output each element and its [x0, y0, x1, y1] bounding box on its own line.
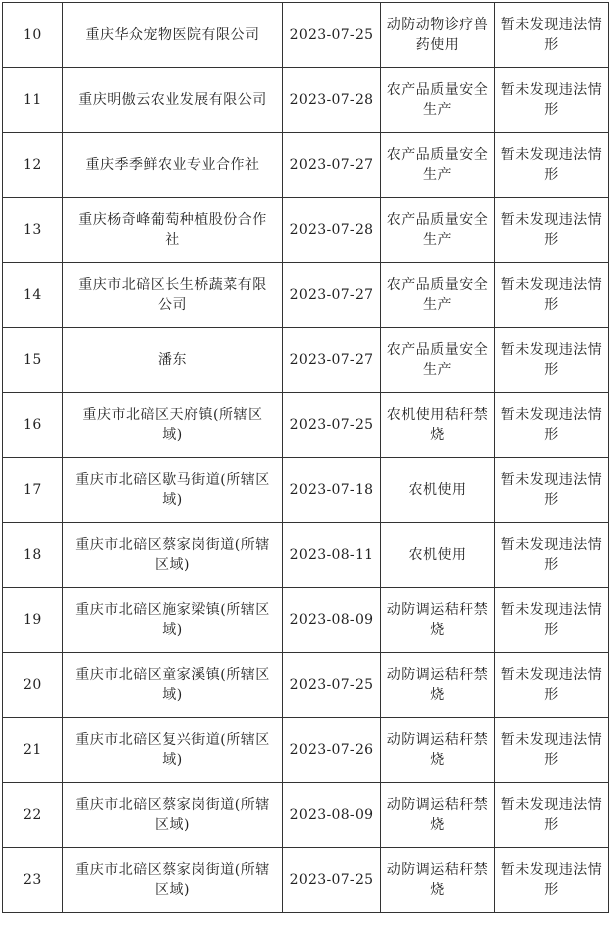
row-number-cell: 13 [3, 198, 63, 263]
table-row [3, 328, 609, 393]
entity-name-cell: 重庆明傲云农业发展有限公司 [63, 68, 283, 133]
inspection-item-cell: 农产品质量安全生产 [381, 198, 495, 263]
inspection-date-cell: 2023-07-25 [283, 653, 381, 718]
table-row [3, 523, 609, 588]
row-number-cell: 12 [3, 133, 63, 198]
inspection-table-body [3, 3, 609, 913]
inspection-item-cell: 农产品质量安全生产 [381, 68, 495, 133]
table-row [3, 783, 609, 848]
inspection-date-cell: 2023-07-27 [283, 328, 381, 393]
inspection-result-cell: 暂未发现违法情形 [495, 3, 609, 68]
row-number-cell: 10 [3, 3, 63, 68]
inspection-result-cell: 暂未发现违法情形 [495, 783, 609, 848]
table-row [3, 588, 609, 653]
inspection-result-cell: 暂未发现违法情形 [495, 588, 609, 653]
inspection-item-cell: 农产品质量安全生产 [381, 133, 495, 198]
inspection-result-cell: 暂未发现违法情形 [495, 848, 609, 913]
inspection-date-cell: 2023-07-27 [283, 263, 381, 328]
inspection-date-cell: 2023-08-09 [283, 588, 381, 653]
inspection-item-cell: 动防动物诊疗兽药使用 [381, 3, 495, 68]
row-number-cell: 14 [3, 263, 63, 328]
inspection-date-cell: 2023-07-25 [283, 848, 381, 913]
table-row [3, 848, 609, 913]
row-number-cell: 17 [3, 458, 63, 523]
inspection-table [2, 2, 609, 913]
entity-name-cell: 重庆华众宠物医院有限公司 [63, 3, 283, 68]
inspection-item-cell: 农产品质量安全生产 [381, 263, 495, 328]
entity-name-cell: 重庆市北碚区童家溪镇(所辖区域) [63, 653, 283, 718]
inspection-result-cell: 暂未发现违法情形 [495, 393, 609, 458]
entity-name-cell: 重庆市北碚区歇马街道(所辖区域) [63, 458, 283, 523]
inspection-date-cell: 2023-07-28 [283, 198, 381, 263]
inspection-date-cell: 2023-07-18 [283, 458, 381, 523]
row-number-cell: 19 [3, 588, 63, 653]
inspection-date-cell: 2023-07-25 [283, 393, 381, 458]
entity-name-cell: 潘东 [63, 328, 283, 393]
inspection-item-cell: 动防调运秸秆禁烧 [381, 848, 495, 913]
inspection-result-cell: 暂未发现违法情形 [495, 458, 609, 523]
table-row [3, 263, 609, 328]
inspection-item-cell: 农产品质量安全生产 [381, 328, 495, 393]
entity-name-cell: 重庆市北碚区蔡家岗街道(所辖区域) [63, 848, 283, 913]
table-row [3, 3, 609, 68]
inspection-date-cell: 2023-08-09 [283, 783, 381, 848]
row-number-cell: 11 [3, 68, 63, 133]
entity-name-cell: 重庆杨奇峰葡萄种植股份合作社 [63, 198, 283, 263]
entity-name-cell: 重庆市北碚区长生桥蔬菜有限公司 [63, 263, 283, 328]
inspection-item-cell: 动防调运秸秆禁烧 [381, 783, 495, 848]
entity-name-cell: 重庆市北碚区天府镇(所辖区域) [63, 393, 283, 458]
entity-name-cell: 重庆季季鲜农业专业合作社 [63, 133, 283, 198]
inspection-result-cell: 暂未发现违法情形 [495, 328, 609, 393]
inspection-item-cell: 动防调运秸秆禁烧 [381, 653, 495, 718]
row-number-cell: 21 [3, 718, 63, 783]
inspection-item-cell: 动防调运秸秆禁烧 [381, 718, 495, 783]
table-row [3, 68, 609, 133]
inspection-result-cell: 暂未发现违法情形 [495, 68, 609, 133]
row-number-cell: 20 [3, 653, 63, 718]
inspection-result-cell: 暂未发现违法情形 [495, 198, 609, 263]
table-row [3, 133, 609, 198]
entity-name-cell: 重庆市北碚区蔡家岗街道(所辖区域) [63, 523, 283, 588]
table-row [3, 718, 609, 783]
inspection-date-cell: 2023-07-27 [283, 133, 381, 198]
table-row [3, 458, 609, 523]
entity-name-cell: 重庆市北碚区复兴街道(所辖区域) [63, 718, 283, 783]
table-row [3, 653, 609, 718]
inspection-date-cell: 2023-07-26 [283, 718, 381, 783]
entity-name-cell: 重庆市北碚区施家梁镇(所辖区域) [63, 588, 283, 653]
row-number-cell: 15 [3, 328, 63, 393]
table-row [3, 393, 609, 458]
row-number-cell: 22 [3, 783, 63, 848]
inspection-result-cell: 暂未发现违法情形 [495, 263, 609, 328]
entity-name-cell: 重庆市北碚区蔡家岗街道(所辖区域) [63, 783, 283, 848]
inspection-result-cell: 暂未发现违法情形 [495, 718, 609, 783]
row-number-cell: 16 [3, 393, 63, 458]
inspection-date-cell: 2023-08-11 [283, 523, 381, 588]
inspection-date-cell: 2023-07-25 [283, 3, 381, 68]
inspection-item-cell: 动防调运秸秆禁烧 [381, 588, 495, 653]
inspection-date-cell: 2023-07-28 [283, 68, 381, 133]
table-row [3, 198, 609, 263]
inspection-item-cell: 农机使用 [381, 523, 495, 588]
row-number-cell: 18 [3, 523, 63, 588]
inspection-result-cell: 暂未发现违法情形 [495, 523, 609, 588]
inspection-item-cell: 农机使用秸秆禁烧 [381, 393, 495, 458]
inspection-result-cell: 暂未发现违法情形 [495, 133, 609, 198]
inspection-result-cell: 暂未发现违法情形 [495, 653, 609, 718]
inspection-item-cell: 农机使用 [381, 458, 495, 523]
row-number-cell: 23 [3, 848, 63, 913]
